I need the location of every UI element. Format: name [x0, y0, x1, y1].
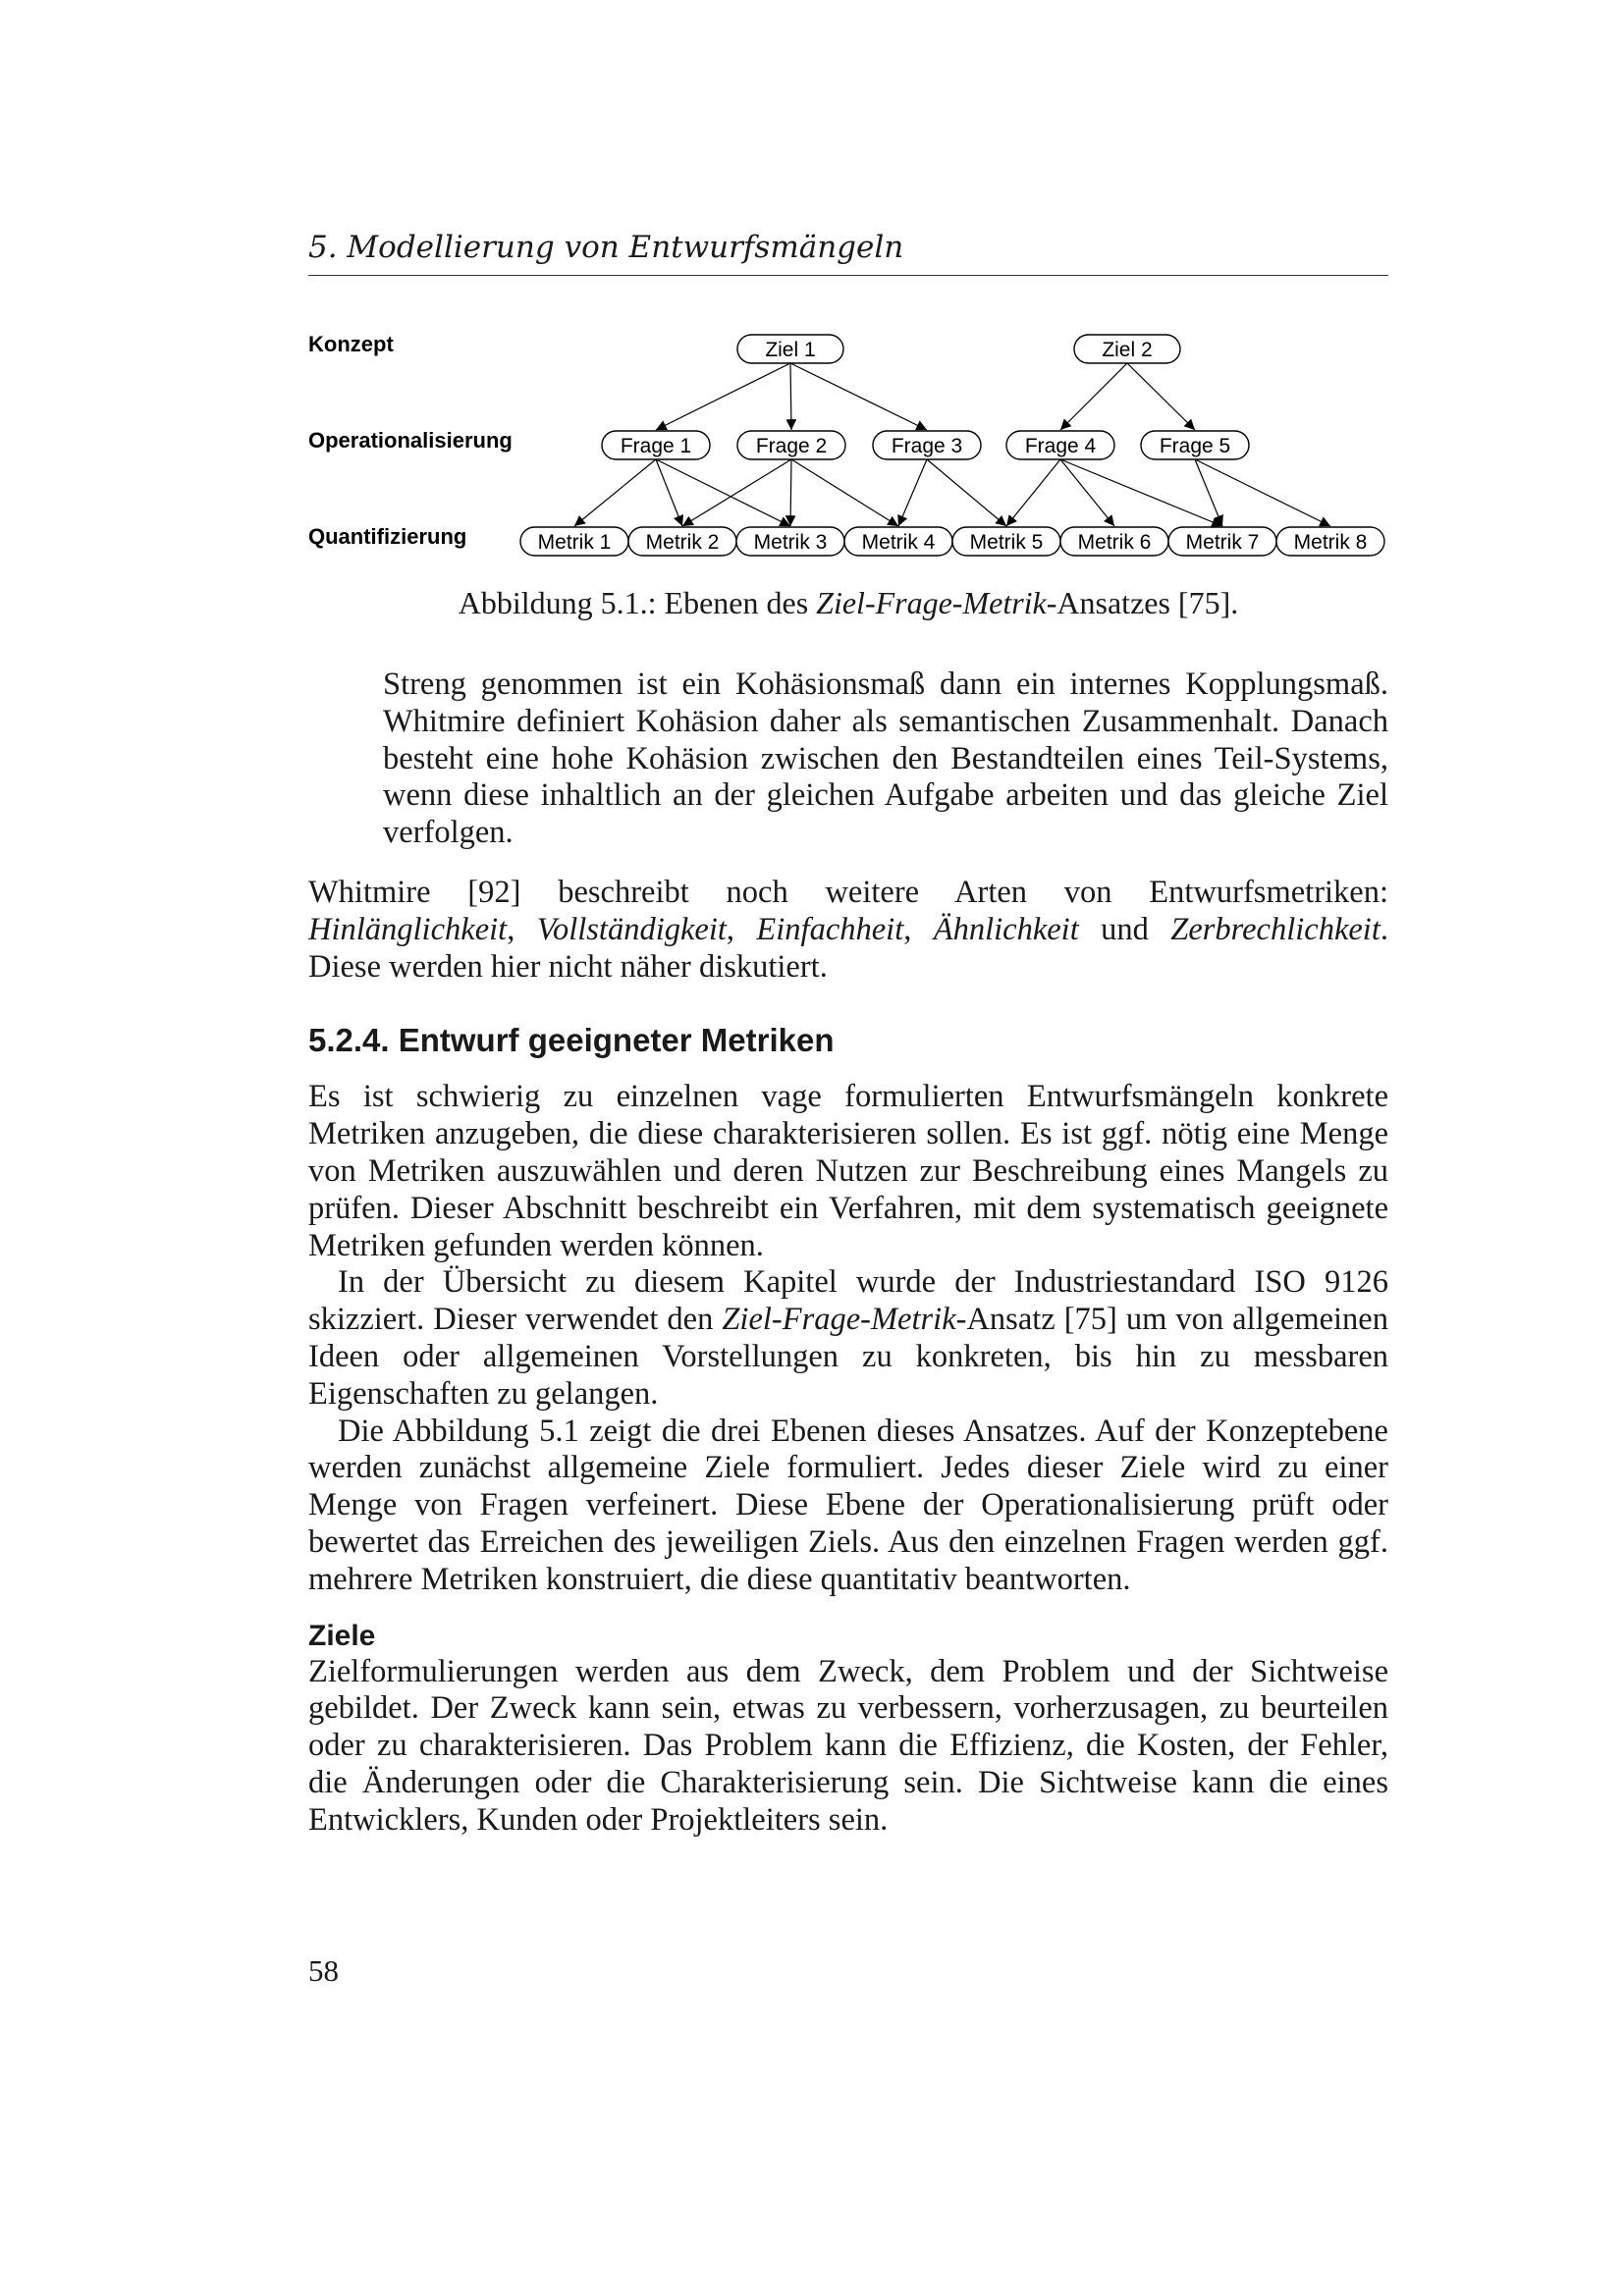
running-header: 5. Modellierung von Entwurfsmängeln [308, 230, 904, 265]
caption-italic: Ziel-Frage-Metrik [816, 585, 1047, 620]
level-label-konzept: Konzept [308, 332, 394, 356]
edge-question-metric-12 [1195, 459, 1330, 526]
term-vollstaendigkeit: Vollständigkeit [536, 911, 727, 947]
metric-label-1: Metrik 1 [537, 531, 612, 554]
metric-node-7 [1168, 527, 1276, 556]
edge-goal-question-3 [790, 363, 927, 430]
paragraph-1: Es ist schwierig zu einzelnen vage formulierten Entwurfsmängeln konkrete Metriken anzugeben, die diese charakterisieren sollen. Es ist ggf. nötig eine Menge von Metriken auszuwählen und deren Nutzen zur Beschreibung eines Mangels zu prüfen. Dieser Abschnitt beschreibt ein Verfahren, mit dem systematisch geeignete Metriken gefunden werden können. [308, 1079, 1388, 1263]
header-rule [308, 275, 1388, 276]
edge-question-metric-5 [791, 459, 898, 526]
paragraph-2 [308, 1264, 1388, 1413]
question-label-1: Frage 1 [620, 435, 692, 457]
whitmire-text-3: , [726, 911, 757, 947]
question-node-4 [1006, 431, 1114, 459]
edge-question-metric-0 [574, 459, 656, 526]
edge-question-metric-4 [790, 459, 791, 526]
metric-node-2 [628, 527, 736, 556]
section-heading: 5.2.4. Entwurf geeigneter Metriken [308, 1022, 835, 1059]
question-node-5 [1141, 431, 1249, 459]
figure-caption [308, 583, 1388, 622]
question-label-5: Frage 5 [1159, 435, 1231, 457]
question-node-2 [737, 431, 845, 459]
edge-goal-question-5 [1127, 363, 1195, 430]
metric-node-6 [1060, 527, 1168, 556]
paragraph-whitmire [308, 875, 1388, 986]
quote-paragraph: Streng genommen ist ein Kohäsionsmaß dann ein internes Kopplungsmaß. Whitmire definiert Kohäsion daher als semantischen Zusammenhalt. Danach besteht eine hohe Kohäsion zwischen den Bestandteilen eines Teil-Systems, wenn diese inhaltlich an der gleichen Aufgabe arbeiten und das gleiche Ziel verfolgen. [383, 667, 1388, 851]
metric-label-8: Metrik 8 [1293, 531, 1368, 554]
paragraph-ziele: Zielformulierungen werden aus dem Zweck, dem Problem und der Sichtweise gebildet. Der Zweck kann sein, etwas zu verbessern, vorherzusagen, zu beurteilen oder zu charakterisieren. Das Problem kann die Effizienz, die Kosten, der Fehler, die Änderungen oder die Charakterisierung sein. Die Sichtweise kann die eines Entwicklers, Kunden oder Projektleiters sein. [308, 1653, 1388, 1838]
metric-label-6: Metrik 6 [1077, 531, 1152, 554]
term-aehnlichkeit: Ähnlichkeit [933, 911, 1079, 947]
edge-question-metric-1 [656, 459, 682, 526]
goal-label-2: Ziel 2 [1102, 339, 1153, 361]
whitmire-text-5: und [1078, 911, 1171, 947]
gqm-diagram [295, 324, 1394, 579]
paragraph-3: Die Abbildung 5.1 zeigt die drei Ebenen dieses Ansatzes. Auf der Konzeptebene werden zunächst allgemeine Ziele formuliert. Jedes dieser Ziele wird zu einer Menge von Fragen verfeinert. Diese Ebene der Operationalisierung prüft oder bewertet das Erreichen des jeweiligen Ziels. Aus den einzelnen Fragen werden ggf. mehrere Metriken konstruiert, die diese quantitativ beantworten. [308, 1413, 1388, 1597]
term-einfachheit: Einfachheit [756, 911, 904, 947]
question-label-3: Frage 3 [891, 435, 963, 457]
edge-question-metric-3 [682, 459, 791, 526]
metric-node-8 [1276, 527, 1384, 556]
term-zerbrechlichkeit: Zerbrechlichkeit [1170, 911, 1380, 947]
gqm-diagram-svg [295, 324, 1394, 579]
page-number: 58 [308, 1953, 339, 1988]
level-label-operationalisierung: Operationalisierung [308, 428, 513, 453]
metric-node-4 [844, 527, 952, 556]
metric-label-7: Metrik 7 [1185, 531, 1260, 554]
level-label-quantifizierung: Quantifizierung [308, 524, 467, 549]
metric-label-4: Metrik 4 [861, 531, 936, 554]
question-node-3 [873, 431, 981, 459]
body-column [308, 875, 1388, 1840]
para2-text-1: In der Übersicht zu diesem Kapitel wurde der Industriestandard ISO 9126 skizziert. Dieser verwendet den [308, 1264, 1388, 1338]
para2-text-2: -Ansatz [75] um von allgemeinen Ideen oder allgemeinen Vorstellungen zu konkreten, bis hin zu messbaren Eigenschaften zu gelangen. [308, 1302, 1388, 1412]
metric-node-3 [736, 527, 844, 556]
edge-question-metric-8 [1006, 459, 1060, 526]
caption-suffix: -Ansatzes [75]. [1046, 585, 1239, 620]
edge-goal-question-1 [656, 363, 790, 430]
edge-goal-question-4 [1060, 363, 1127, 430]
term-hinlaenglichkeit: Hinlänglichkeit [308, 911, 508, 947]
edge-question-metric-10 [1060, 459, 1222, 526]
edge-goal-question-2 [790, 363, 791, 430]
goal-node-1 [737, 335, 843, 363]
metric-node-5 [952, 527, 1060, 556]
metric-label-5: Metrik 5 [969, 531, 1044, 554]
caption-prefix: Abbildung 5.1.: Ebenen des [458, 585, 817, 620]
whitmire-text-1: Whitmire [92] beschreibt noch weitere Arten von Entwurfsmetriken: [308, 875, 1388, 910]
metric-label-2: Metrik 2 [645, 531, 720, 554]
whitmire-text-2: , [507, 911, 537, 947]
metric-node-1 [520, 527, 628, 556]
edge-question-metric-9 [1060, 459, 1114, 526]
edge-question-metric-2 [656, 459, 790, 526]
whitmire-text-4: , [903, 911, 934, 947]
subheading-ziele: Ziele [308, 1619, 376, 1652]
edge-question-metric-6 [898, 459, 927, 526]
goal-node-2 [1074, 335, 1180, 363]
metric-label-3: Metrik 3 [753, 531, 828, 554]
question-label-2: Frage 2 [755, 435, 828, 457]
goal-label-1: Ziel 1 [765, 339, 816, 361]
para2-term: Ziel-Frage-Metrik [722, 1302, 956, 1338]
question-node-1 [602, 431, 710, 459]
question-label-4: Frage 4 [1024, 435, 1097, 457]
whitmire-text-6: . Diese werden hier nicht näher diskutiert. [308, 911, 1388, 985]
edge-question-metric-7 [927, 459, 1006, 526]
